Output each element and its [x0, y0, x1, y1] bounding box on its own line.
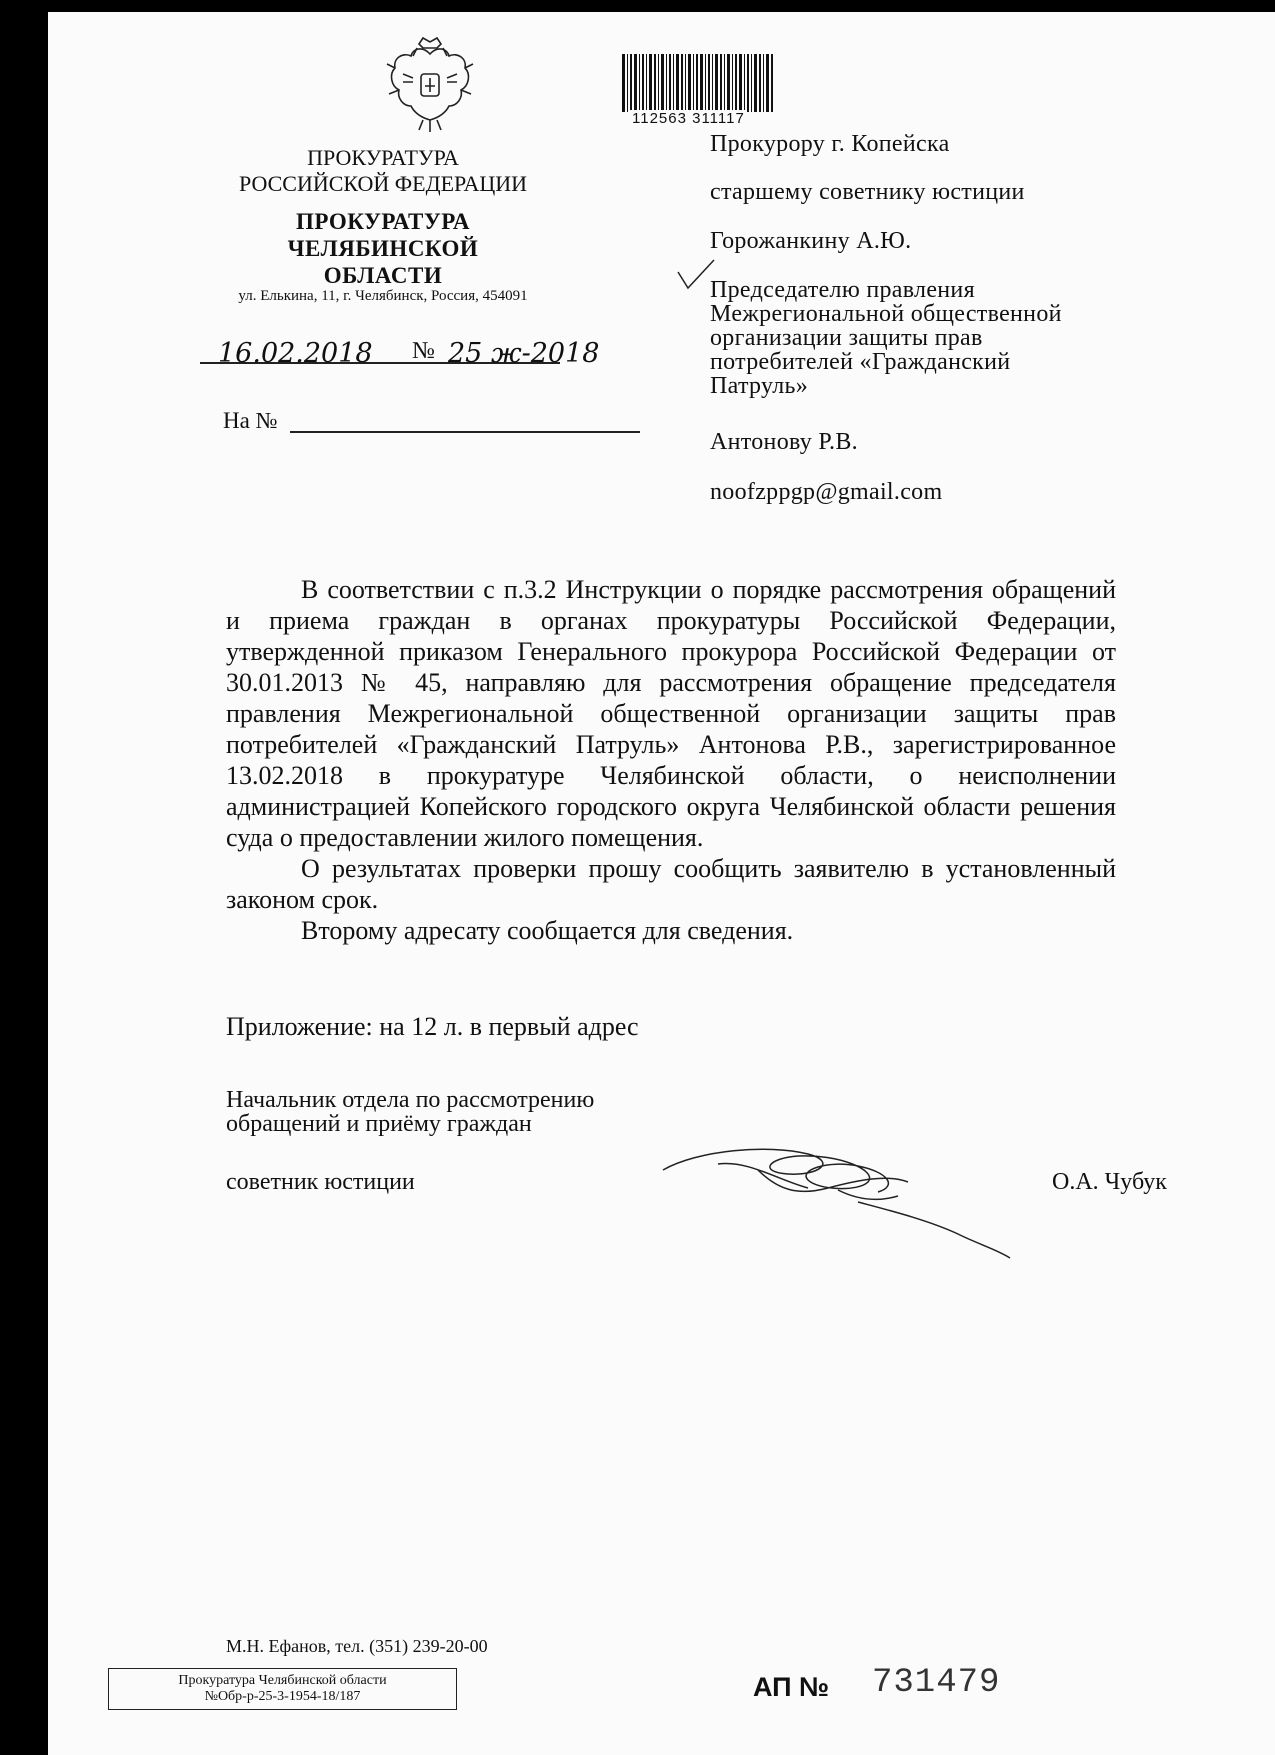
ap-number: 731479: [872, 1664, 1001, 1702]
recipient-2-block: [710, 278, 1062, 398]
ap-label: АП №: [753, 1672, 830, 1702]
org-header-main: [228, 208, 538, 289]
number-label: №: [412, 338, 435, 364]
recipient-2-name: Антонову Р.В.: [710, 429, 858, 455]
org-address: ул. Елькина, 11, г. Челябинск, Россия, 454091: [238, 288, 528, 304]
registration-stamp: [108, 1668, 457, 1710]
barcode-number: 112563 311117: [632, 110, 745, 127]
signer-title-line2: обращений и приёму граждан: [226, 1111, 532, 1137]
handwritten-number: 25 ж-2018: [448, 338, 600, 369]
body-paragraph-1: В соответствии с п.3.2 Инструкции о порядке рассмотрения обращений и приема граждан в органах прокуратуры Российской Федерации, утвержденной приказом Генерального прокурора Российской Федерации от 30.01.2013 № 45, направляю для рассмотрения обращение председателя правления Межрегиональной общественной организации защиты прав потребителей «Гражданский Патруль» Антонова Р.В., зарегистрированное 13.02.2018 в прокуратуре Челябинской области, о неисполнении администрацией Копейского городского округа Челябинской области решения суда о предоставлении жилого помещения.: [226, 575, 1116, 852]
recipient-2-line: Патруль»: [710, 373, 809, 399]
coat-of-arms-emblem: [383, 34, 477, 134]
org-top-line1: ПРОКУРАТУРА: [307, 145, 459, 170]
org-header-top: [238, 145, 528, 197]
handwritten-date: 16.02.2018: [218, 338, 373, 369]
org-main-line2: ЧЕЛЯБИНСКОЙ ОБЛАСТИ: [287, 236, 479, 288]
signer-title: [226, 1088, 594, 1136]
recipient-2-line: потребителей «Гражданский: [710, 349, 1011, 375]
signer-rank: советник юстиции: [226, 1169, 415, 1195]
stamp-line2: №Обр-р-25-3-1954-18/187: [204, 1689, 361, 1704]
recipient-1-line3: Горожанкину А.Ю.: [710, 228, 912, 254]
reply-label: На №: [223, 408, 278, 433]
body-paragraph-2: О результатах проверки прошу сообщить заявителю в установленный законом срок.: [226, 854, 1116, 914]
recipient-1-line1: Прокурору г. Копейска: [710, 131, 950, 157]
signer-name: О.А. Чубук: [1052, 1169, 1167, 1195]
recipient-2-email: noofzppgp@gmail.com: [710, 479, 943, 505]
executor-line: М.Н. Ефанов, тел. (351) 239-20-00: [226, 1636, 488, 1656]
letter-body: [226, 574, 1116, 946]
signer-title-line1: Начальник отдела по рассмотрению: [226, 1087, 595, 1113]
body-paragraph-3: Второму адресату сообщается для сведения.: [301, 916, 794, 945]
stamp-line1: Прокуратура Челябинской области: [178, 1673, 387, 1688]
recipient-1-line2: старшему советнику юстиции: [710, 179, 1025, 205]
recipient-2-line: организации защиты прав: [710, 325, 983, 351]
handwritten-signature: [658, 1130, 1018, 1280]
reply-underline: [290, 431, 640, 433]
recipient-2-line: Межрегиональной общественной: [710, 301, 1062, 327]
attachment-line: Приложение: на 12 л. в первый адрес: [226, 1012, 639, 1041]
org-main-line1: ПРОКУРАТУРА: [296, 209, 470, 234]
letter-sheet: [48, 12, 1275, 1755]
recipient-2-line: Председателю правления: [710, 277, 975, 303]
org-top-line2: РОССИЙСКОЙ ФЕДЕРАЦИИ: [238, 171, 528, 196]
